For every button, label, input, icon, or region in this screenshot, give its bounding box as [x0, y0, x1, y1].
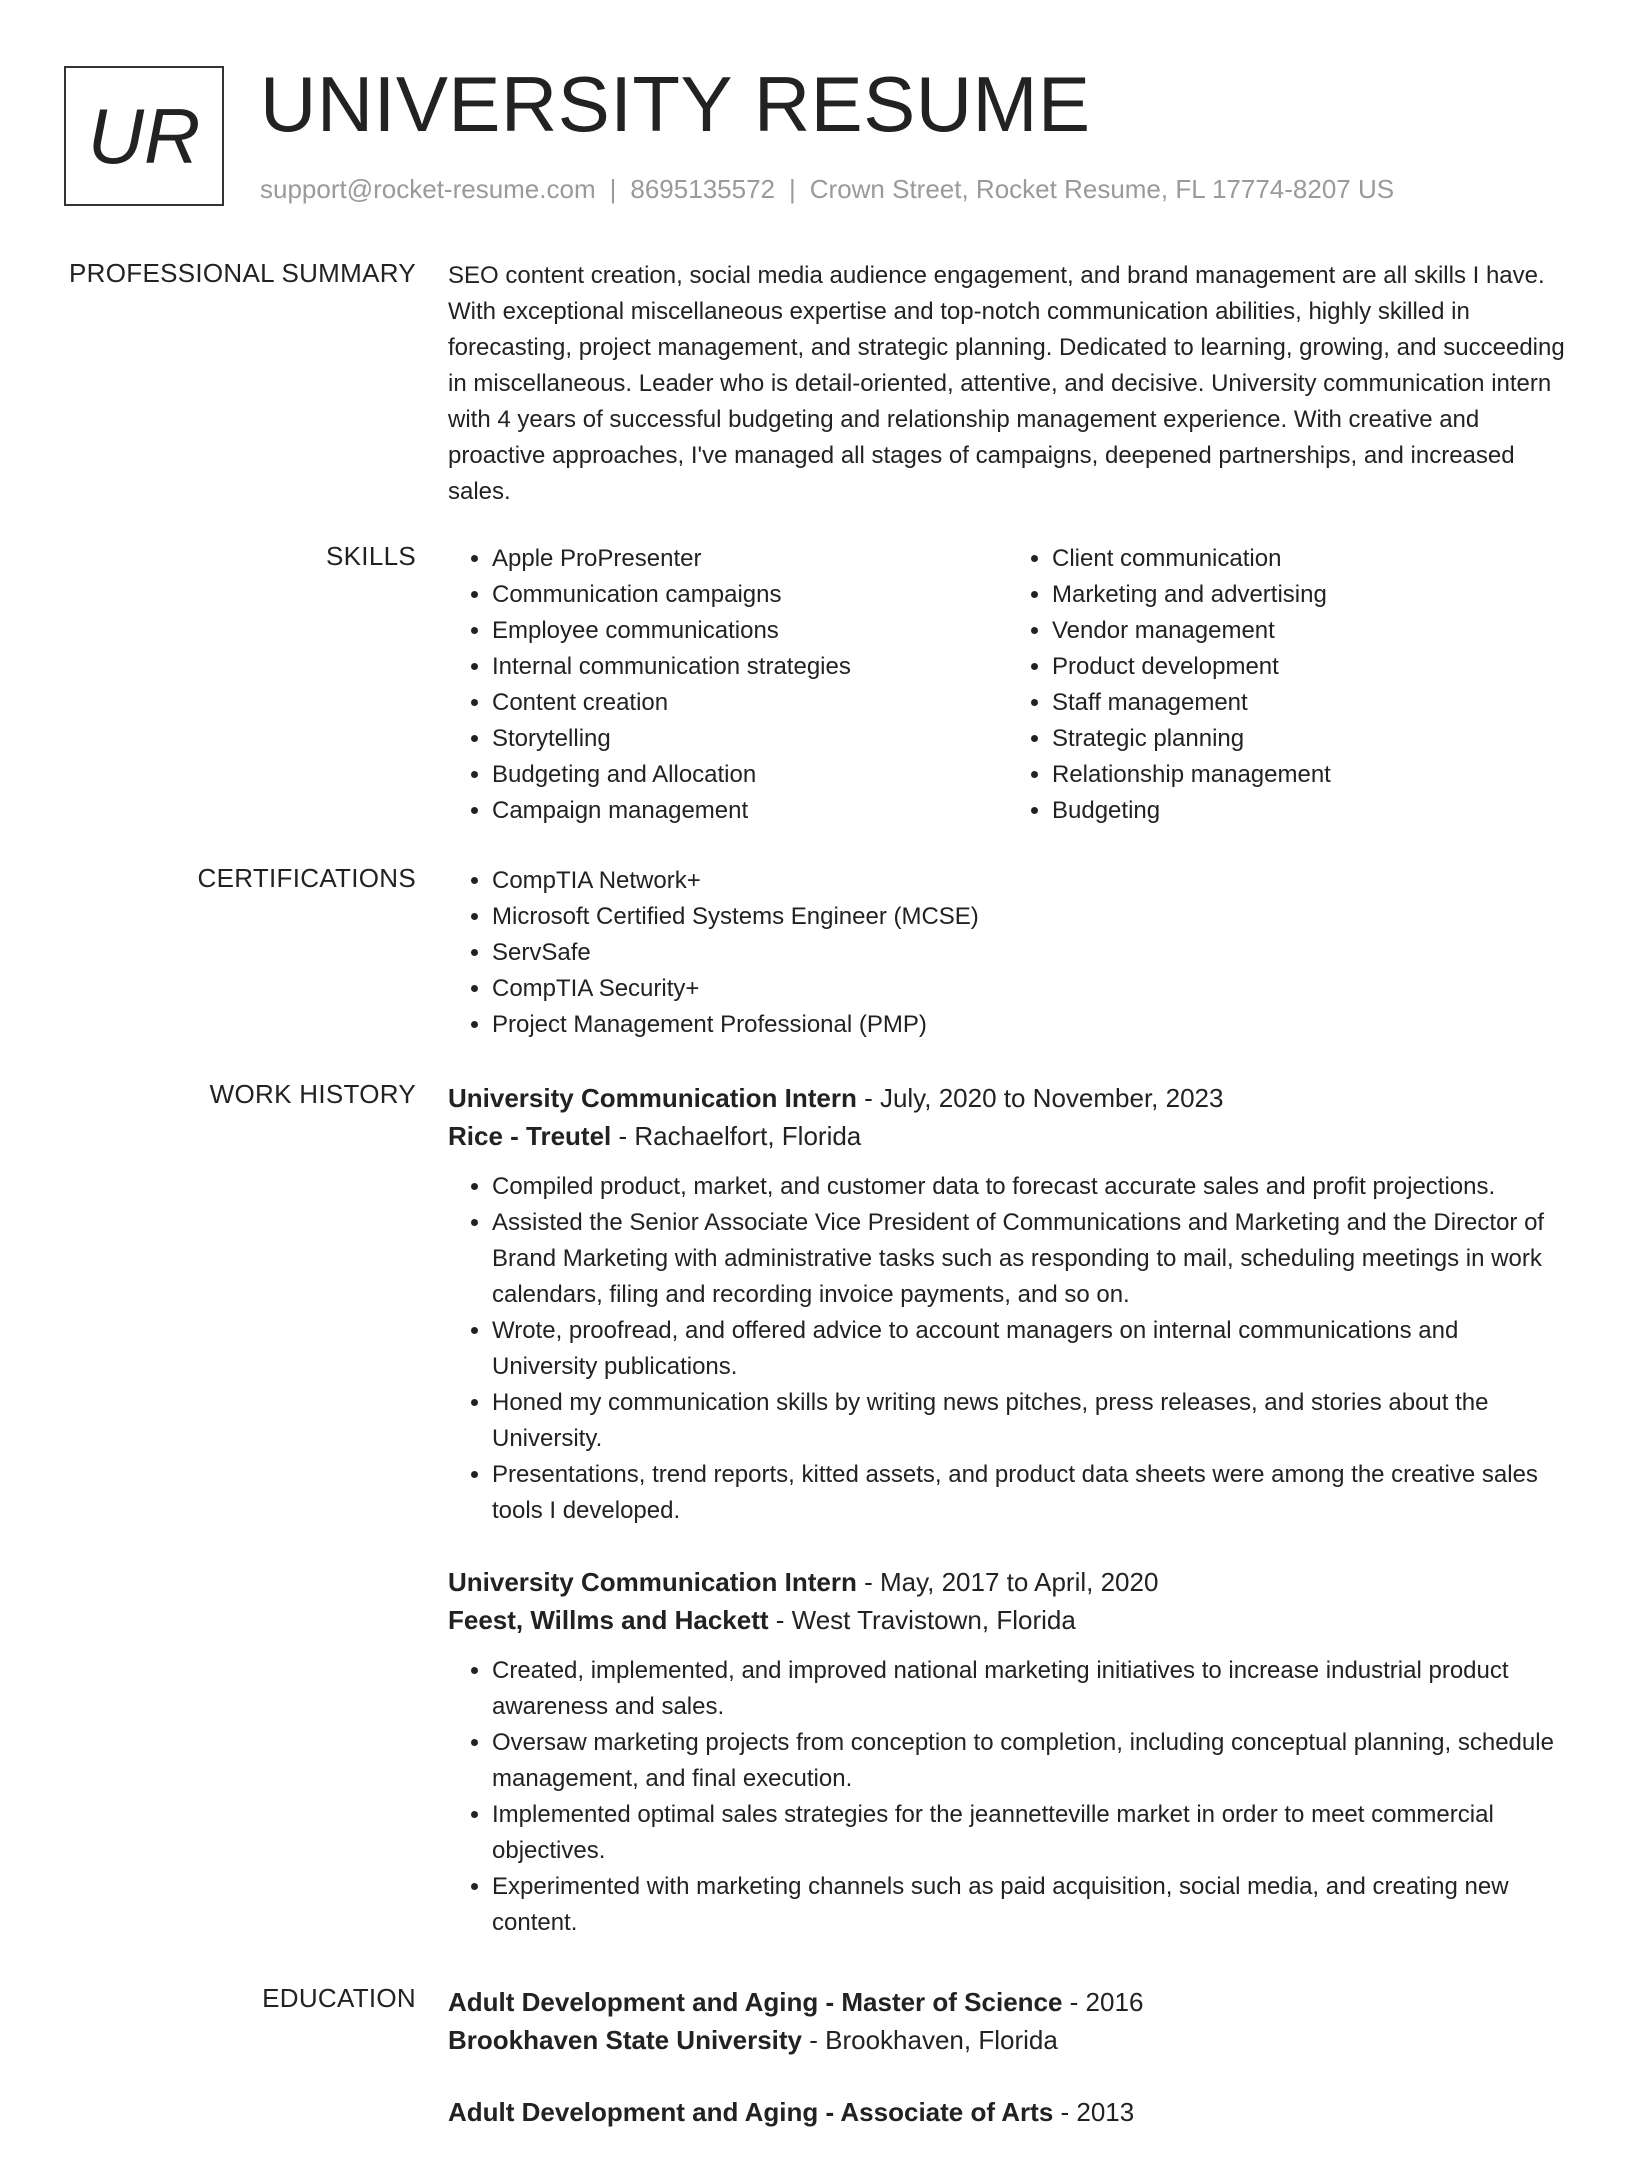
- degree-line: [448, 1983, 1568, 2021]
- degree-title: Adult Development and Aging - Associate of Arts: [448, 2097, 1054, 2127]
- job-bullet: • Wrote, proofread, and offered advice to account managers on internal communications and University publications.: [492, 1313, 1568, 1385]
- job-dates: - May, 2017 to April, 2020: [856, 1567, 1159, 1597]
- skill-item: • Marketing and advertising: [1052, 577, 1568, 613]
- education-heading: EDUCATION: [262, 1983, 416, 2013]
- job-dates: - July, 2020 to November, 2023: [856, 1083, 1224, 1113]
- monogram-logo: UR: [64, 66, 224, 206]
- job-bullet: • Experimented with marketing channels such as paid acquisition, social media, and creating new content.: [492, 1869, 1568, 1941]
- job-location: - West Travistown, Florida: [768, 1605, 1076, 1635]
- job-company-line: [448, 1117, 1568, 1155]
- job-location: - Rachaelfort, Florida: [611, 1121, 862, 1151]
- contact-phone: 8695135572: [630, 174, 775, 204]
- skill-item: • Relationship management: [1052, 757, 1568, 793]
- job-entry: [448, 1563, 1568, 1941]
- job-title-line: [448, 1563, 1568, 1601]
- summary-text: SEO content creation, social media audience engagement, and brand management are all skills I have. With exceptional miscellaneous expertise and top-notch communication abilities, highly skilled in forecasting, project management, and strategic planning. Dedicated to learning, growing, and succeeding in miscellaneous. Leader who is detail-oriented, attentive, and decisive. University communication intern with 4 years of successful budgeting and relationship management experience. With creative and proactive approaches, I've managed all stages of campaigns, deepened partnerships, and increased sales.: [448, 262, 1565, 505]
- contact-line: [260, 174, 1394, 205]
- skill-item: • Storytelling: [492, 721, 1008, 757]
- skills-list-left: [448, 541, 1008, 829]
- job-title: University Communication Intern: [448, 1083, 857, 1113]
- job-bullet: • Presentations, trend reports, kitted assets, and product data sheets were among the creative sales tools I developed.: [492, 1457, 1568, 1529]
- skill-item: • Strategic planning: [1052, 721, 1568, 757]
- degree-line: [448, 2093, 1568, 2131]
- contact-separator: |: [609, 174, 617, 204]
- degree-year: - 2016: [1062, 1987, 1144, 2017]
- skills-list-right: [1008, 541, 1568, 829]
- job-entry: [448, 1079, 1568, 1529]
- skill-item: • Communication campaigns: [492, 577, 1008, 613]
- certifications-heading: CERTIFICATIONS: [197, 863, 416, 893]
- work-history-heading: WORK HISTORY: [209, 1079, 416, 1109]
- job-bullet: • Implemented optimal sales strategies for the jeannetteville market in order to meet commercial objectives.: [492, 1797, 1568, 1869]
- summary-heading: PROFESSIONAL SUMMARY: [69, 258, 416, 288]
- certification-item: • ServSafe: [492, 935, 1568, 971]
- school-line: [448, 2021, 1568, 2059]
- job-company: Rice - Treutel: [448, 1121, 612, 1151]
- job-title: University Communication Intern: [448, 1567, 857, 1597]
- job-company-line: [448, 1601, 1568, 1639]
- skill-item: • Internal communication strategies: [492, 649, 1008, 685]
- resume-header: [64, 60, 1564, 210]
- skill-item: • Content creation: [492, 685, 1008, 721]
- skill-item: • Vendor management: [1052, 613, 1568, 649]
- skills-heading: SKILLS: [326, 541, 416, 571]
- skill-item: • Budgeting and Allocation: [492, 757, 1008, 793]
- certification-item: • Microsoft Certified Systems Engineer (MCSE): [492, 899, 1568, 935]
- degree-year: - 2013: [1053, 2097, 1135, 2127]
- skill-item: • Staff management: [1052, 685, 1568, 721]
- job-bullet: • Assisted the Senior Associate Vice President of Communications and Marketing and the Director of Brand Marketing with administrative tasks such as responding to mail, scheduling meetings in work calendars, filing and recording invoice payments, and so on.: [492, 1205, 1568, 1313]
- resume-name: UNIVERSITY RESUME: [260, 60, 1091, 148]
- degree-title: Adult Development and Aging - Master of Science: [448, 1987, 1063, 2017]
- job-bullet: • Compiled product, market, and customer data to forecast accurate sales and profit projections.: [492, 1169, 1568, 1205]
- certification-item: • Project Management Professional (PMP): [492, 1007, 1568, 1043]
- job-bullets: [448, 1653, 1568, 1941]
- skill-item: • Campaign management: [492, 793, 1008, 829]
- school-name: Brookhaven State University: [448, 2025, 803, 2055]
- contact-separator: |: [789, 174, 796, 204]
- education-entry: [448, 2093, 1568, 2131]
- certification-item: • CompTIA Security+: [492, 971, 1568, 1007]
- job-bullets: [448, 1169, 1568, 1529]
- school-location: - Brookhaven, Florida: [802, 2025, 1058, 2055]
- skill-item: • Budgeting: [1052, 793, 1568, 829]
- job-title-line: [448, 1079, 1568, 1117]
- job-bullet: • Oversaw marketing projects from conception to completion, including conceptual planning, schedule management, and final execution.: [492, 1725, 1568, 1797]
- job-company: Feest, Willms and Hackett: [448, 1605, 769, 1635]
- skill-item: • Product development: [1052, 649, 1568, 685]
- contact-address: Crown Street, Rocket Resume, FL 17774-8207 US: [809, 174, 1395, 204]
- job-bullet: • Honed my communication skills by writing news pitches, press releases, and stories about the University.: [492, 1385, 1568, 1457]
- certification-item: • CompTIA Network+: [492, 863, 1568, 899]
- contact-email: support@rocket-resume.com: [260, 174, 596, 204]
- certifications-list: [448, 863, 1568, 1043]
- skill-item: • Apple ProPresenter: [492, 541, 1008, 577]
- education-entry: [448, 1983, 1568, 2059]
- job-bullet: • Created, implemented, and improved national marketing initiatives to increase industrial product awareness and sales.: [492, 1653, 1568, 1725]
- skill-item: • Employee communications: [492, 613, 1008, 649]
- skill-item: • Client communication: [1052, 541, 1568, 577]
